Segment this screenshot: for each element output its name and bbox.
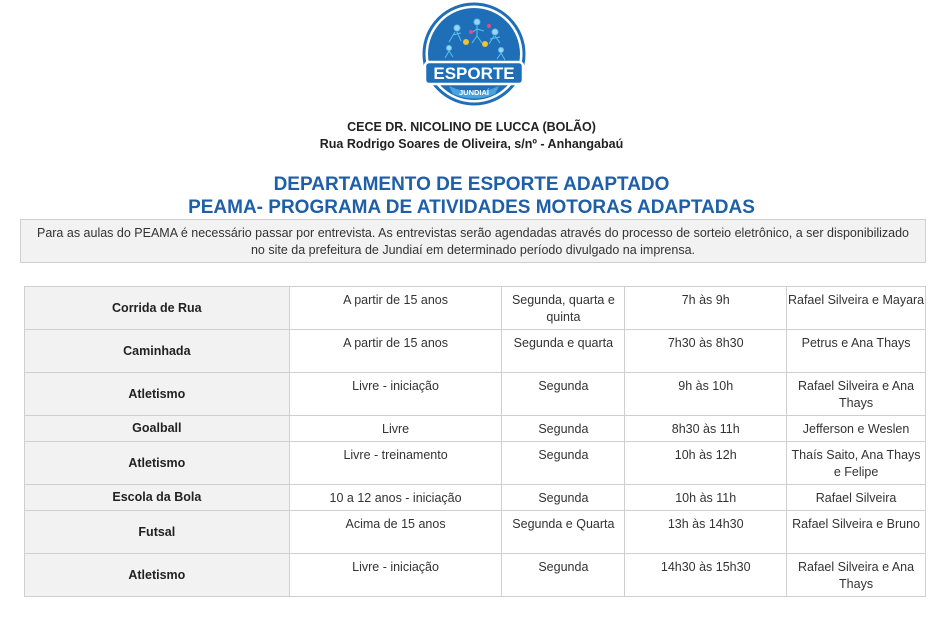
days-cell: Segunda: [502, 485, 625, 511]
esporte-jundiai-logo: [419, 2, 529, 110]
activity-cell: Corrida de Rua: [25, 287, 290, 330]
table-row: [25, 511, 926, 554]
age-cell: Acima de 15 anos: [289, 511, 502, 554]
schedule-table: [24, 286, 926, 597]
activity-cell: Escola da Bola: [25, 485, 290, 511]
venue-address: Rua Rodrigo Soares de Oliveira, s/nº - Anhangabaú: [319, 137, 624, 151]
program-title: PEAMA- PROGRAMA DE ATIVIDADES MOTORAS ADAPTADAS: [188, 197, 755, 218]
time-cell: 8h30 às 11h: [625, 416, 787, 442]
table-row: [25, 554, 926, 597]
age-cell: Livre - iniciação: [289, 554, 502, 597]
table-row: [25, 442, 926, 485]
time-cell: 10h às 12h: [625, 442, 787, 485]
activity-cell: Futsal: [25, 511, 290, 554]
days-cell: Segunda e Quarta: [502, 511, 625, 554]
table-row: [25, 330, 926, 373]
logo-main-text: ESPORTE: [433, 64, 515, 83]
time-cell: 7h às 9h: [625, 287, 787, 330]
instructors-cell: Rafael Silveira e Mayara: [787, 287, 926, 330]
age-cell: Livre - treinamento: [289, 442, 502, 485]
age-cell: 10 a 12 anos - iniciação: [289, 485, 502, 511]
interview-notice: Para as aulas do PEAMA é necessário passar por entrevista. As entrevistas serão agendadas através do processo de sorteio eletrônico, a ser disponibilizado no site da prefeitura de Jundiaí em determinado período divulgado na imprensa.: [20, 219, 926, 263]
instructors-cell: Rafael Silveira e Ana Thays: [787, 554, 926, 597]
table-row: [25, 416, 926, 442]
time-cell: 10h às 11h: [625, 485, 787, 511]
table-row: [25, 485, 926, 511]
days-cell: Segunda: [502, 554, 625, 597]
instructors-cell: Thaís Saito, Ana Thays e Felipe: [787, 442, 926, 485]
logo-sub-text: JUNDIAÍ: [458, 88, 490, 97]
time-cell: 14h30 às 15h30: [625, 554, 787, 597]
time-cell: 9h às 10h: [625, 373, 787, 416]
activity-cell: Caminhada: [25, 330, 290, 373]
days-cell: Segunda: [502, 373, 625, 416]
instructors-cell: Jefferson e Weslen: [787, 416, 926, 442]
esporte-jundiai-logo-graphic: [419, 2, 529, 110]
venue-name: CECE DR. NICOLINO DE LUCCA (BOLÃO): [347, 120, 596, 134]
days-cell: Segunda: [502, 442, 625, 485]
age-cell: Livre - iniciação: [289, 373, 502, 416]
instructors-cell: Petrus e Ana Thays: [787, 330, 926, 373]
age-cell: Livre: [289, 416, 502, 442]
instructors-cell: Rafael Silveira e Bruno: [787, 511, 926, 554]
activity-cell: Atletismo: [25, 373, 290, 416]
age-cell: A partir de 15 anos: [289, 287, 502, 330]
days-cell: Segunda: [502, 416, 625, 442]
instructors-cell: Rafael Silveira: [787, 485, 926, 511]
age-cell: A partir de 15 anos: [289, 330, 502, 373]
activity-cell: Atletismo: [25, 554, 290, 597]
time-cell: 7h30 às 8h30: [625, 330, 787, 373]
instructors-cell: Rafael Silveira e Ana Thays: [787, 373, 926, 416]
department-title: DEPARTAMENTO DE ESPORTE ADAPTADO: [273, 174, 670, 195]
days-cell: Segunda, quarta e quinta: [502, 287, 625, 330]
time-cell: 13h às 14h30: [625, 511, 787, 554]
days-cell: Segunda e quarta: [502, 330, 625, 373]
table-row: [25, 373, 926, 416]
activity-cell: Atletismo: [25, 442, 290, 485]
activity-cell: Goalball: [25, 416, 290, 442]
table-row: [25, 287, 926, 330]
